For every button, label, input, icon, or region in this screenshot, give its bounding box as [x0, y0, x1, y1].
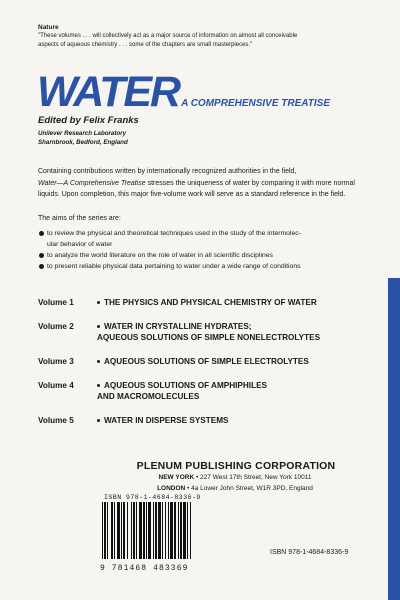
volume-title: WATER IN DISPERSE SYSTEMS [104, 416, 229, 425]
bullet-icon [97, 384, 100, 387]
bullet-icon [97, 360, 100, 363]
barcode-bar [117, 502, 120, 559]
barcode-digits: 9 781468 483369 [100, 564, 189, 573]
barcode-bar [102, 502, 103, 559]
quote-source: Nature [38, 24, 59, 31]
affiliation-line1: Unilever Research Laboratory [38, 130, 127, 137]
volume-number: Volume 3 [38, 357, 74, 366]
publisher-address-london [70, 483, 400, 494]
aim-item-line1: to analyze the world literature on the role of water in all scientific disciplines [47, 252, 273, 259]
ny-address: • 227 West 17th Street, New York 10011 [194, 474, 312, 481]
barcode-bar [114, 502, 115, 559]
barcode-bar [174, 502, 176, 559]
london-address: • 4a Lower John Street, W1R 3PD, England [185, 485, 313, 492]
volume-item [38, 356, 368, 367]
barcode-bar [183, 502, 186, 559]
volume-item [38, 297, 368, 308]
review-quote [38, 23, 358, 50]
barcode-bar [180, 502, 182, 559]
bullet-icon [39, 231, 44, 236]
volume-item [38, 321, 368, 343]
bullet-icon [39, 253, 44, 258]
barcode-bar [165, 502, 166, 559]
aim-item [38, 228, 368, 250]
barcode-bar [190, 502, 191, 559]
barcode-bar [146, 502, 147, 559]
barcode-bar [170, 502, 173, 559]
editor-line: Edited by Felix Franks [38, 115, 139, 126]
quote-text-line2: aspects of aqueous chemistry . . . some of the chapters are small masterpieces." [38, 42, 253, 48]
quote-text-line1: "These volumes . . . will collectively act as a major source of information on almost all conceivable [38, 33, 298, 39]
description-part1: Containing contributions written by internationally recognized authorities in the field, [38, 168, 297, 175]
title-subtitle: A COMPREHENSIVE TREATISE [181, 98, 330, 109]
volume-title: THE PHYSICS AND PHYSICAL CHEMISTRY OF WATER [104, 298, 317, 307]
aims-intro: The aims of the series are: [38, 215, 121, 222]
barcode-block [100, 494, 230, 573]
aim-item-line1: to present reliable physical data pertaining to water under a wide range of conditions [47, 263, 301, 270]
barcode-bar [133, 502, 135, 559]
barcode-bar [162, 502, 163, 559]
barcode-bar [168, 502, 169, 559]
barcode-bar [127, 502, 128, 559]
editor-affiliation [38, 129, 128, 147]
aim-item-line1: to review the physical and theoretical techniques used in the study of the intermolec- [47, 230, 301, 237]
aim-item [38, 261, 368, 272]
london-city: LONDON [157, 485, 186, 492]
volume-number: Volume 2 [38, 322, 74, 331]
description-paragraph [38, 166, 364, 201]
ny-city: NEW YORK [158, 474, 195, 481]
description-part2: stresses the uniqueness of water by comparing it with more normal liquids. Upon completion, this major five-volume work will serve as a standard reference in the field. [38, 179, 355, 198]
volume-number: Volume 4 [38, 381, 74, 390]
bullet-icon [97, 301, 100, 304]
barcode-bar [148, 502, 151, 559]
affiliation-line2: Sharnbrook, Bedford, England [38, 139, 128, 146]
bullet-icon [97, 325, 100, 328]
volume-title: WATER IN CRYSTALLINE HYDRATES; [104, 322, 252, 331]
barcode-bar [155, 502, 157, 559]
barcode-bar [153, 502, 154, 559]
book-title [37, 70, 330, 114]
barcode-bar [187, 502, 188, 559]
isbn-top-text: ISBN 978-1-4684-8336-9 [104, 494, 201, 501]
volume-number: Volume 1 [38, 298, 74, 307]
aim-item [38, 250, 368, 261]
aim-item-line2: ular behavior of water [47, 241, 113, 248]
barcode-bar [178, 502, 179, 559]
barcode-bar [104, 502, 106, 559]
barcode-bar [123, 502, 125, 559]
bullet-icon [97, 419, 100, 422]
barcode-bar [136, 502, 137, 559]
publisher-address-ny [70, 472, 400, 483]
volume-item [38, 380, 368, 402]
publisher-name: PLENUM PUBLISHING CORPORATION [136, 460, 336, 472]
isbn-text: ISBN 978-1-4684-8336-9 [270, 549, 349, 556]
volume-title: AQUEOUS SOLUTIONS OF AMPHIPHILES [104, 381, 268, 390]
aims-list [38, 228, 368, 272]
barcode-bar [143, 502, 145, 559]
barcode-bar [107, 502, 108, 559]
barcode-bar [131, 502, 132, 559]
volume-item [38, 415, 368, 426]
spine-color-strip [388, 278, 400, 600]
title-main: WATER [37, 68, 180, 116]
barcode-bar [139, 502, 142, 559]
publisher-block [0, 460, 400, 494]
volume-title: AQUEOUS SOLUTIONS OF SIMPLE ELECTROLYTES [104, 357, 309, 366]
bullet-icon [39, 264, 44, 269]
barcode-bar [111, 502, 113, 559]
volume-list [38, 297, 368, 426]
description-italic-title: Water—A Comprehensive Treatise [38, 179, 146, 187]
volume-number: Volume 5 [38, 416, 74, 425]
barcode-icon [100, 502, 224, 559]
barcode-bar [158, 502, 161, 559]
volume-title-line2: AND MACROMOLECULES [97, 392, 200, 401]
volume-title-line2: AQUEOUS SOLUTIONS OF SIMPLE NONELECTROLYTES [97, 333, 321, 342]
barcode-bar [121, 502, 122, 559]
